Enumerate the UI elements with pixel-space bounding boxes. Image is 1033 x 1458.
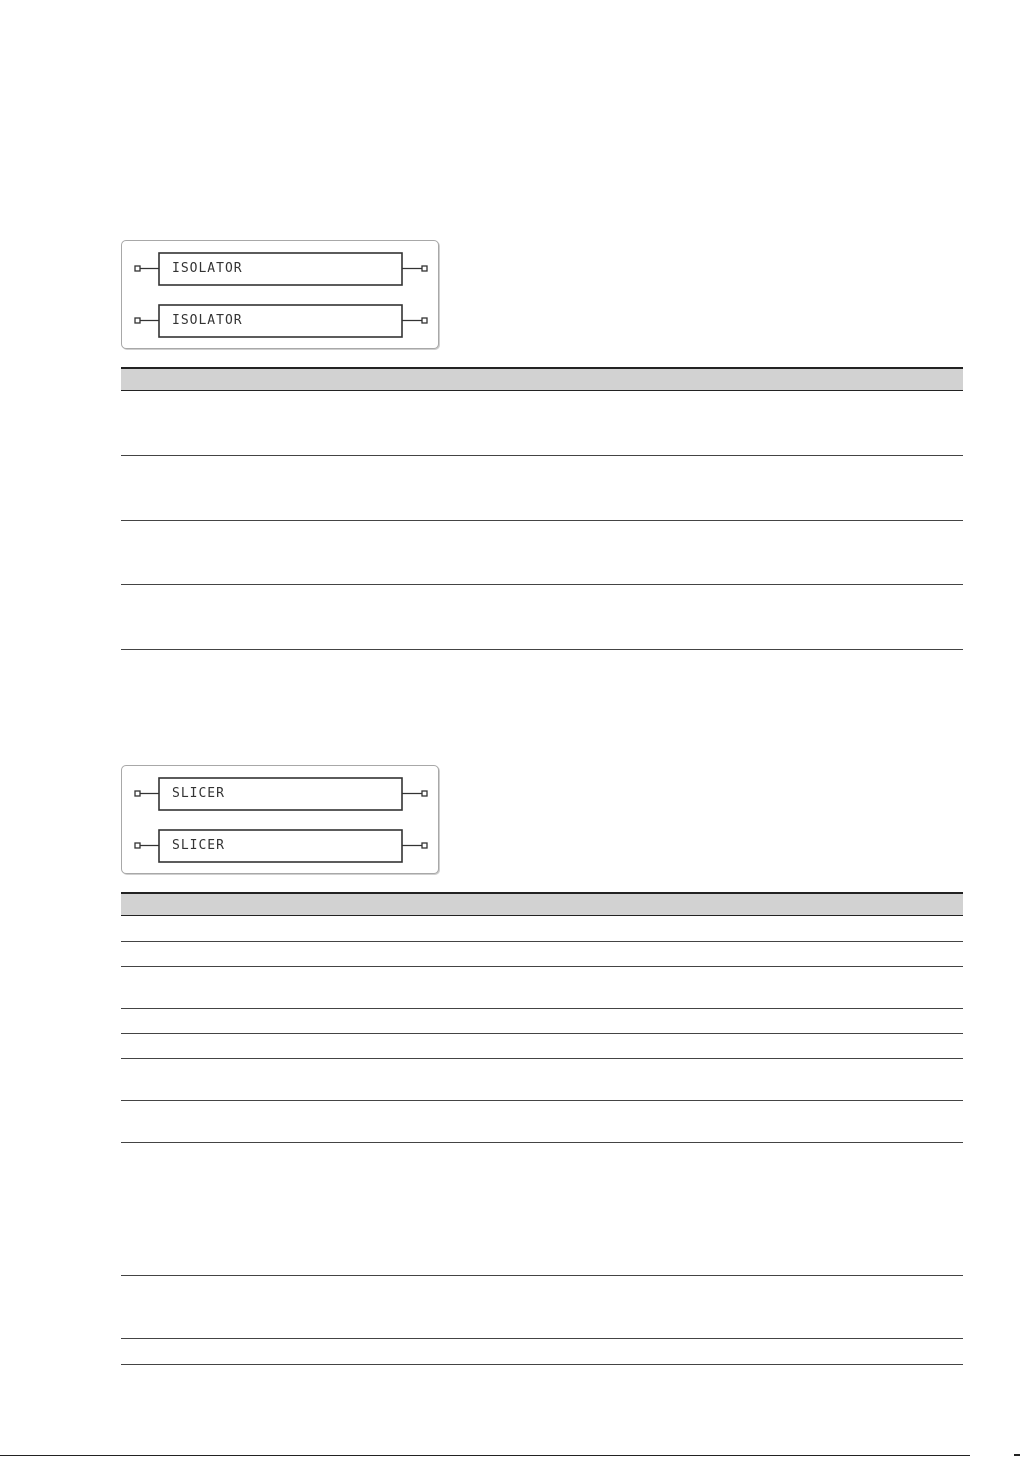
table-header [121,367,963,391]
isolator-chain-lines [122,241,440,350]
table-row [121,1101,963,1143]
table-row [121,585,963,650]
footer-page-mark [1014,1454,1020,1456]
isolator-block-label-2: ISOLATOR [172,313,243,328]
table-row [121,942,963,967]
footer-rule [0,1455,970,1456]
slicer-chain-lines [122,766,440,875]
table-row [121,391,963,456]
slicer-block-label-2: SLICER [172,838,225,853]
table-row [121,1143,963,1276]
slicer-parameter-table [121,892,963,1365]
slicer-block-label-1: SLICER [172,786,225,801]
isolator-chain-diagram [121,240,439,349]
table-row [121,1009,963,1034]
slicer-chain-diagram [121,765,439,874]
table-header [121,892,963,916]
table-row [121,521,963,585]
isolator-parameter-table [121,367,963,650]
table-row [121,1059,963,1101]
table-row [121,1034,963,1059]
table-row [121,916,963,942]
table-row [121,1339,963,1365]
isolator-block-label-1: ISOLATOR [172,261,243,276]
table-row [121,456,963,521]
table-row [121,967,963,1009]
table-row [121,1276,963,1339]
